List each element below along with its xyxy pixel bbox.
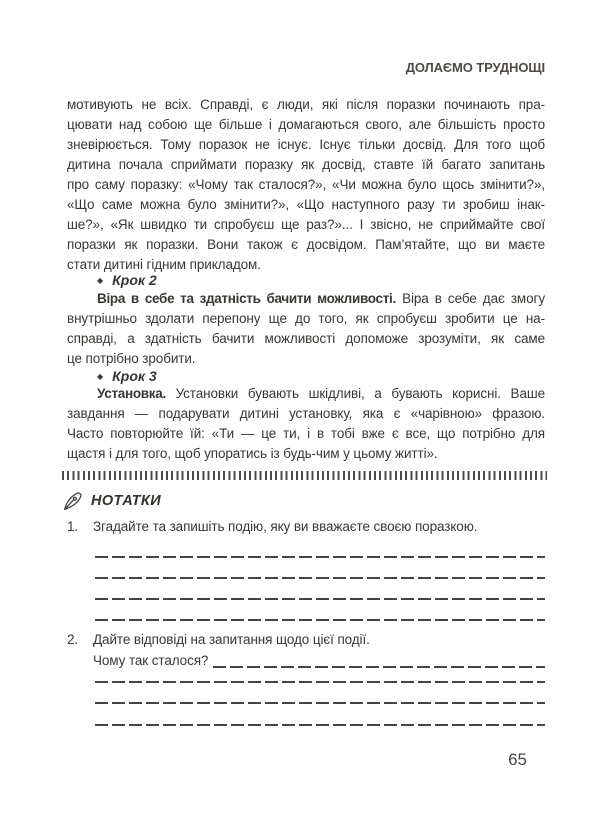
question-label: Чому так сталося? (93, 653, 209, 668)
note-item-1 (67, 517, 545, 537)
write-in-line (95, 702, 545, 704)
body-line: справді, а здатність бачити можливості допоможе зрозуміти, як саме (67, 331, 545, 346)
body-line: цювати над собою ще більше і домагаються свого, але більшість просто (67, 117, 545, 132)
note-item-text: Згадайте та запишіть подію, яку ви вважаєте своєю поразкою. (93, 519, 478, 534)
body-line: Часто повторюйте їй: «Ти — це ти, і в тобі вже є все, що потрібно для (67, 426, 545, 441)
body-line (67, 289, 545, 309)
note-item-2 (67, 630, 545, 650)
paragraph-lead-rest: Віра в себе дає змогу (402, 291, 545, 306)
body-paragraph-2 (67, 289, 545, 369)
body-line (67, 384, 545, 404)
body-line: поразки як поразки. Вони також є досвідом. Пам’ятайте, що ви маєте (67, 237, 545, 252)
write-in-line (95, 681, 545, 683)
write-in-line (95, 556, 545, 558)
body-line: щастя і для того, щоб упоратись із будь-чим у цьому житті». (67, 446, 438, 461)
step-2-heading (97, 270, 157, 290)
body-line: про саму поразку: «Чому так сталося?», «Чи можна було щось змінити?», (67, 177, 545, 192)
notes-title-row (62, 490, 161, 512)
notes-title: НОТАТКИ (91, 493, 162, 509)
body-line: стати дитині гідним прикладом. (67, 257, 261, 272)
page-number: 65 (508, 750, 527, 769)
paragraph-lead-bold: Віра в себе та здатність бачити можливості. (97, 291, 396, 306)
running-header: ДОЛАЄМО ТРУДНОЩІ (405, 60, 545, 75)
write-in-line (95, 577, 545, 579)
body-line: дитина почала сприймати поразку як досвід, ставте їй багато запитань (67, 157, 545, 172)
note-item-number: 1. (67, 519, 79, 534)
write-in-line (213, 666, 545, 668)
write-in-line (95, 724, 545, 726)
write-in-line (95, 619, 545, 621)
body-line: зневірюється. Тому поразок не існує. Існує тільки досвід. Для того щоб (67, 137, 545, 152)
note-item-number: 2. (67, 632, 79, 647)
step-3-label: Крок 3 (112, 368, 157, 384)
pen-nib-icon (62, 490, 84, 512)
step-2-label: Крок 2 (112, 272, 157, 288)
body-line: це потрібно зробити. (67, 351, 196, 366)
write-in-line (95, 598, 545, 600)
question-row (93, 651, 545, 671)
paragraph-lead-bold: Установка. (97, 386, 166, 401)
body-line: ше?», «Як швидко ти спробуєш ще раз?»... І звісно, не сприймайте свої (67, 217, 545, 232)
body-line: завдання — подарувати дитині установку, яка є «чарівною» фразою. (67, 406, 545, 421)
step-3-heading (97, 366, 157, 386)
body-line: мотивують не всіх. Справді, є люди, які після поразки починають пра- (67, 97, 545, 112)
paragraph-lead-rest: Установки бувають шкідливі, а бувають корисні. Ваше (175, 386, 545, 401)
note-item-text: Дайте відповіді на запитання щодо цієї події. (93, 632, 370, 647)
body-paragraph-3 (67, 384, 545, 464)
diamond-bullet-icon: ◆ (97, 372, 104, 381)
body-paragraph-1 (67, 95, 545, 275)
body-line: внутрішньо здолати перепону ще до того, як спробуєш зробити це на- (67, 311, 545, 326)
notes-section-divider (62, 471, 547, 480)
diamond-bullet-icon: ◆ (97, 276, 104, 285)
body-line: «Що саме можна було змінити?», «Що наступного разу ти зробиш інак- (67, 197, 545, 212)
